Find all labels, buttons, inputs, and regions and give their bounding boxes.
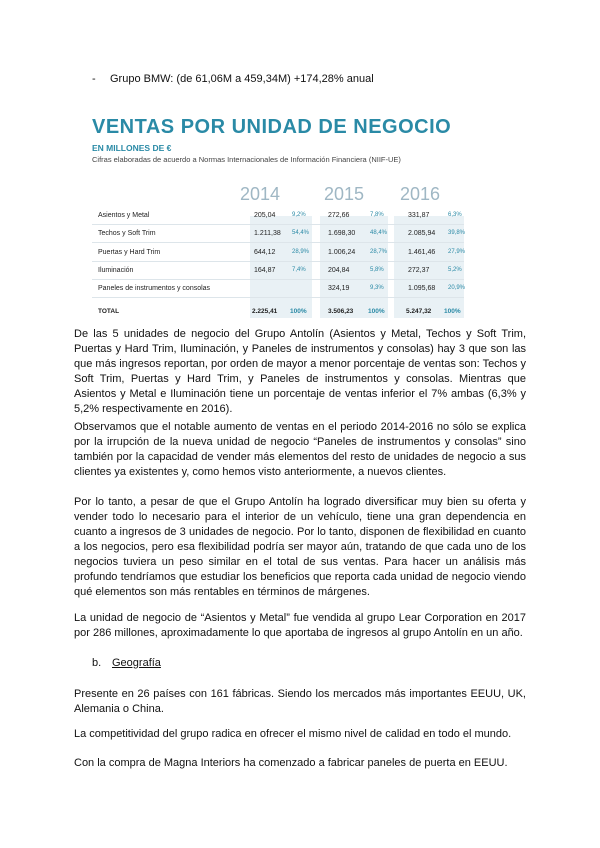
cell-value: 1.095,68 (408, 285, 436, 292)
cell-percent: 28,7% (370, 249, 388, 255)
cell-percent: 54,4% (292, 230, 310, 236)
year-2015: 2015 (324, 184, 365, 204)
bullet-text: Grupo BMW: (de 61,06M a 459,34M) +174,28% anual (110, 73, 374, 85)
cell-value: 272,66 (328, 212, 350, 219)
paragraph-sales-growth: Observamos que el notable aumento de ventas en el periodo 2014-2016 no sólo se explica por la irrupción de la nueva unidad de negocio “Paneles de instrumentos y consolas” sino también por la capacidad de vender más elementos del resto de unidades de negocio a sus clientes ya existentes y, como hemos visto anteriormente, a nuevos clientes. (74, 421, 526, 478)
cell-value: 3.506,23 (328, 308, 354, 315)
paragraph-competitiveness: La competitividad del grupo radica en ofrecer el mismo nivel de calidad en todo el mundo. (74, 728, 512, 740)
paragraph-sale-lear: La unidad de negocio de “Asientos y Metal” fue vendida al grupo Lear Corporation en 2017 por 286 millones, aproximadamente lo que aportaba de ingresos al grupo Antolín en un año. (74, 612, 526, 639)
year-2014: 2014 (240, 184, 281, 204)
cell-value: 164,87 (254, 267, 276, 274)
cell-value: 331,87 (408, 212, 430, 219)
row-divider (92, 297, 464, 298)
cell-percent: 5,8% (370, 267, 384, 273)
cell-percent: 28,9% (292, 249, 310, 255)
figure-title: VENTAS POR UNIDAD DE NEGOCIO (92, 116, 452, 138)
cell-value: 1.461,46 (408, 249, 436, 256)
cell-percent: 100% (444, 308, 461, 315)
cell-value: 2.085,94 (408, 230, 436, 237)
figure-subtitle: EN MILLONES DE € (92, 143, 172, 153)
row-label: Paneles de instrumentos y consolas (98, 285, 211, 292)
row-label: Techos y Soft Trim (98, 230, 156, 237)
paragraph-diversification: Por lo tanto, a pesar de que el Grupo Antolín ha logrado diversificar muy bien su oferta y vender todo lo necesario para el interior de un vehículo, tiene una gran dependencia en cuanto a ingresos de 3 unidades de negocio. Por lo tanto, disponen de flexibilidad en cuanto a los negocios, pero esa flexibilidad podría ser mayor aún, tratando de que cada uno de los negocios tuviera un peso similar en el total de sus ventas. Para hacer un análisis más profundo tendríamos que estudiar los beneficios que reporta cada unidad de negocio viendo qué elementos son más rentables en términos de márgenes. (74, 496, 526, 598)
row-label: Iluminación (98, 267, 134, 274)
row-divider (92, 242, 464, 243)
cell-percent: 20,9% (448, 285, 466, 291)
cell-percent: 6,3% (448, 212, 462, 218)
section-marker: b. (92, 657, 102, 669)
cell-percent: 7,4% (292, 267, 306, 273)
cell-value: 324,19 (328, 285, 350, 292)
row-divider (92, 224, 464, 225)
cell-value: 1.698,30 (328, 230, 356, 237)
row-divider (92, 279, 464, 280)
cell-value: 5.247,32 (406, 308, 432, 315)
figure-note: Cifras elaboradas de acuerdo a Normas Internacionales de Información Financiera (NIIF-UE) (92, 155, 401, 164)
cell-percent: 39,8% (448, 230, 466, 236)
row-label: Asientos y Metal (98, 212, 150, 219)
cell-value: 272,37 (408, 267, 430, 274)
bullet-marker: - (92, 73, 96, 85)
paragraph-magna: Con la compra de Magna Interiors ha comenzado a fabricar paneles de puerta en EEUU. (74, 757, 508, 769)
row-label: Puertas y Hard Trim (98, 249, 161, 256)
cell-value: 644,12 (254, 249, 276, 256)
cell-value: 204,84 (328, 267, 350, 274)
row-divider (92, 261, 464, 262)
cell-percent: 48,4% (370, 230, 388, 236)
cell-value: 1.006,24 (328, 249, 356, 256)
cell-value: 1.211,38 (254, 230, 281, 237)
paragraph-business-units: De las 5 unidades de negocio del Grupo Antolín (Asientos y Metal, Techos y Soft Trim, Puertas y Hard Trim, Iluminación, y Paneles de instrumentos y consolas) hay 3 que son las que más ingresos reportan, por orden de mayor a menor porcentaje de ventas son: Techos y Soft Trim, Puertas y Hard Trim, y Paneles de instrumentos y consolas. Mientras que Asientos y Metal e Iluminación tiene un porcentaje de ventas inferior el 7% ambas (6,3% y 5,2% respectivamente en 2016). (74, 328, 526, 415)
paragraph-geography: Presente en 26 países con 161 fábricas. Siendo los mercados más importantes EEUU, UK, Alemania o China. (74, 688, 526, 715)
cell-value: 205,04 (254, 212, 276, 219)
cell-percent: 9,2% (292, 212, 306, 218)
row-label: TOTAL (98, 308, 120, 315)
cell-percent: 5,2% (448, 267, 462, 273)
cell-percent: 100% (290, 308, 307, 315)
cell-percent: 100% (368, 308, 385, 315)
year-2016: 2016 (400, 184, 441, 204)
section-title: Geografía (112, 657, 161, 669)
cell-percent: 9,3% (370, 285, 384, 291)
cell-percent: 27,9% (448, 249, 466, 255)
sales-table-figure (92, 116, 464, 320)
cell-percent: 7,8% (370, 212, 384, 218)
cell-value: 2.225,41 (252, 308, 278, 315)
